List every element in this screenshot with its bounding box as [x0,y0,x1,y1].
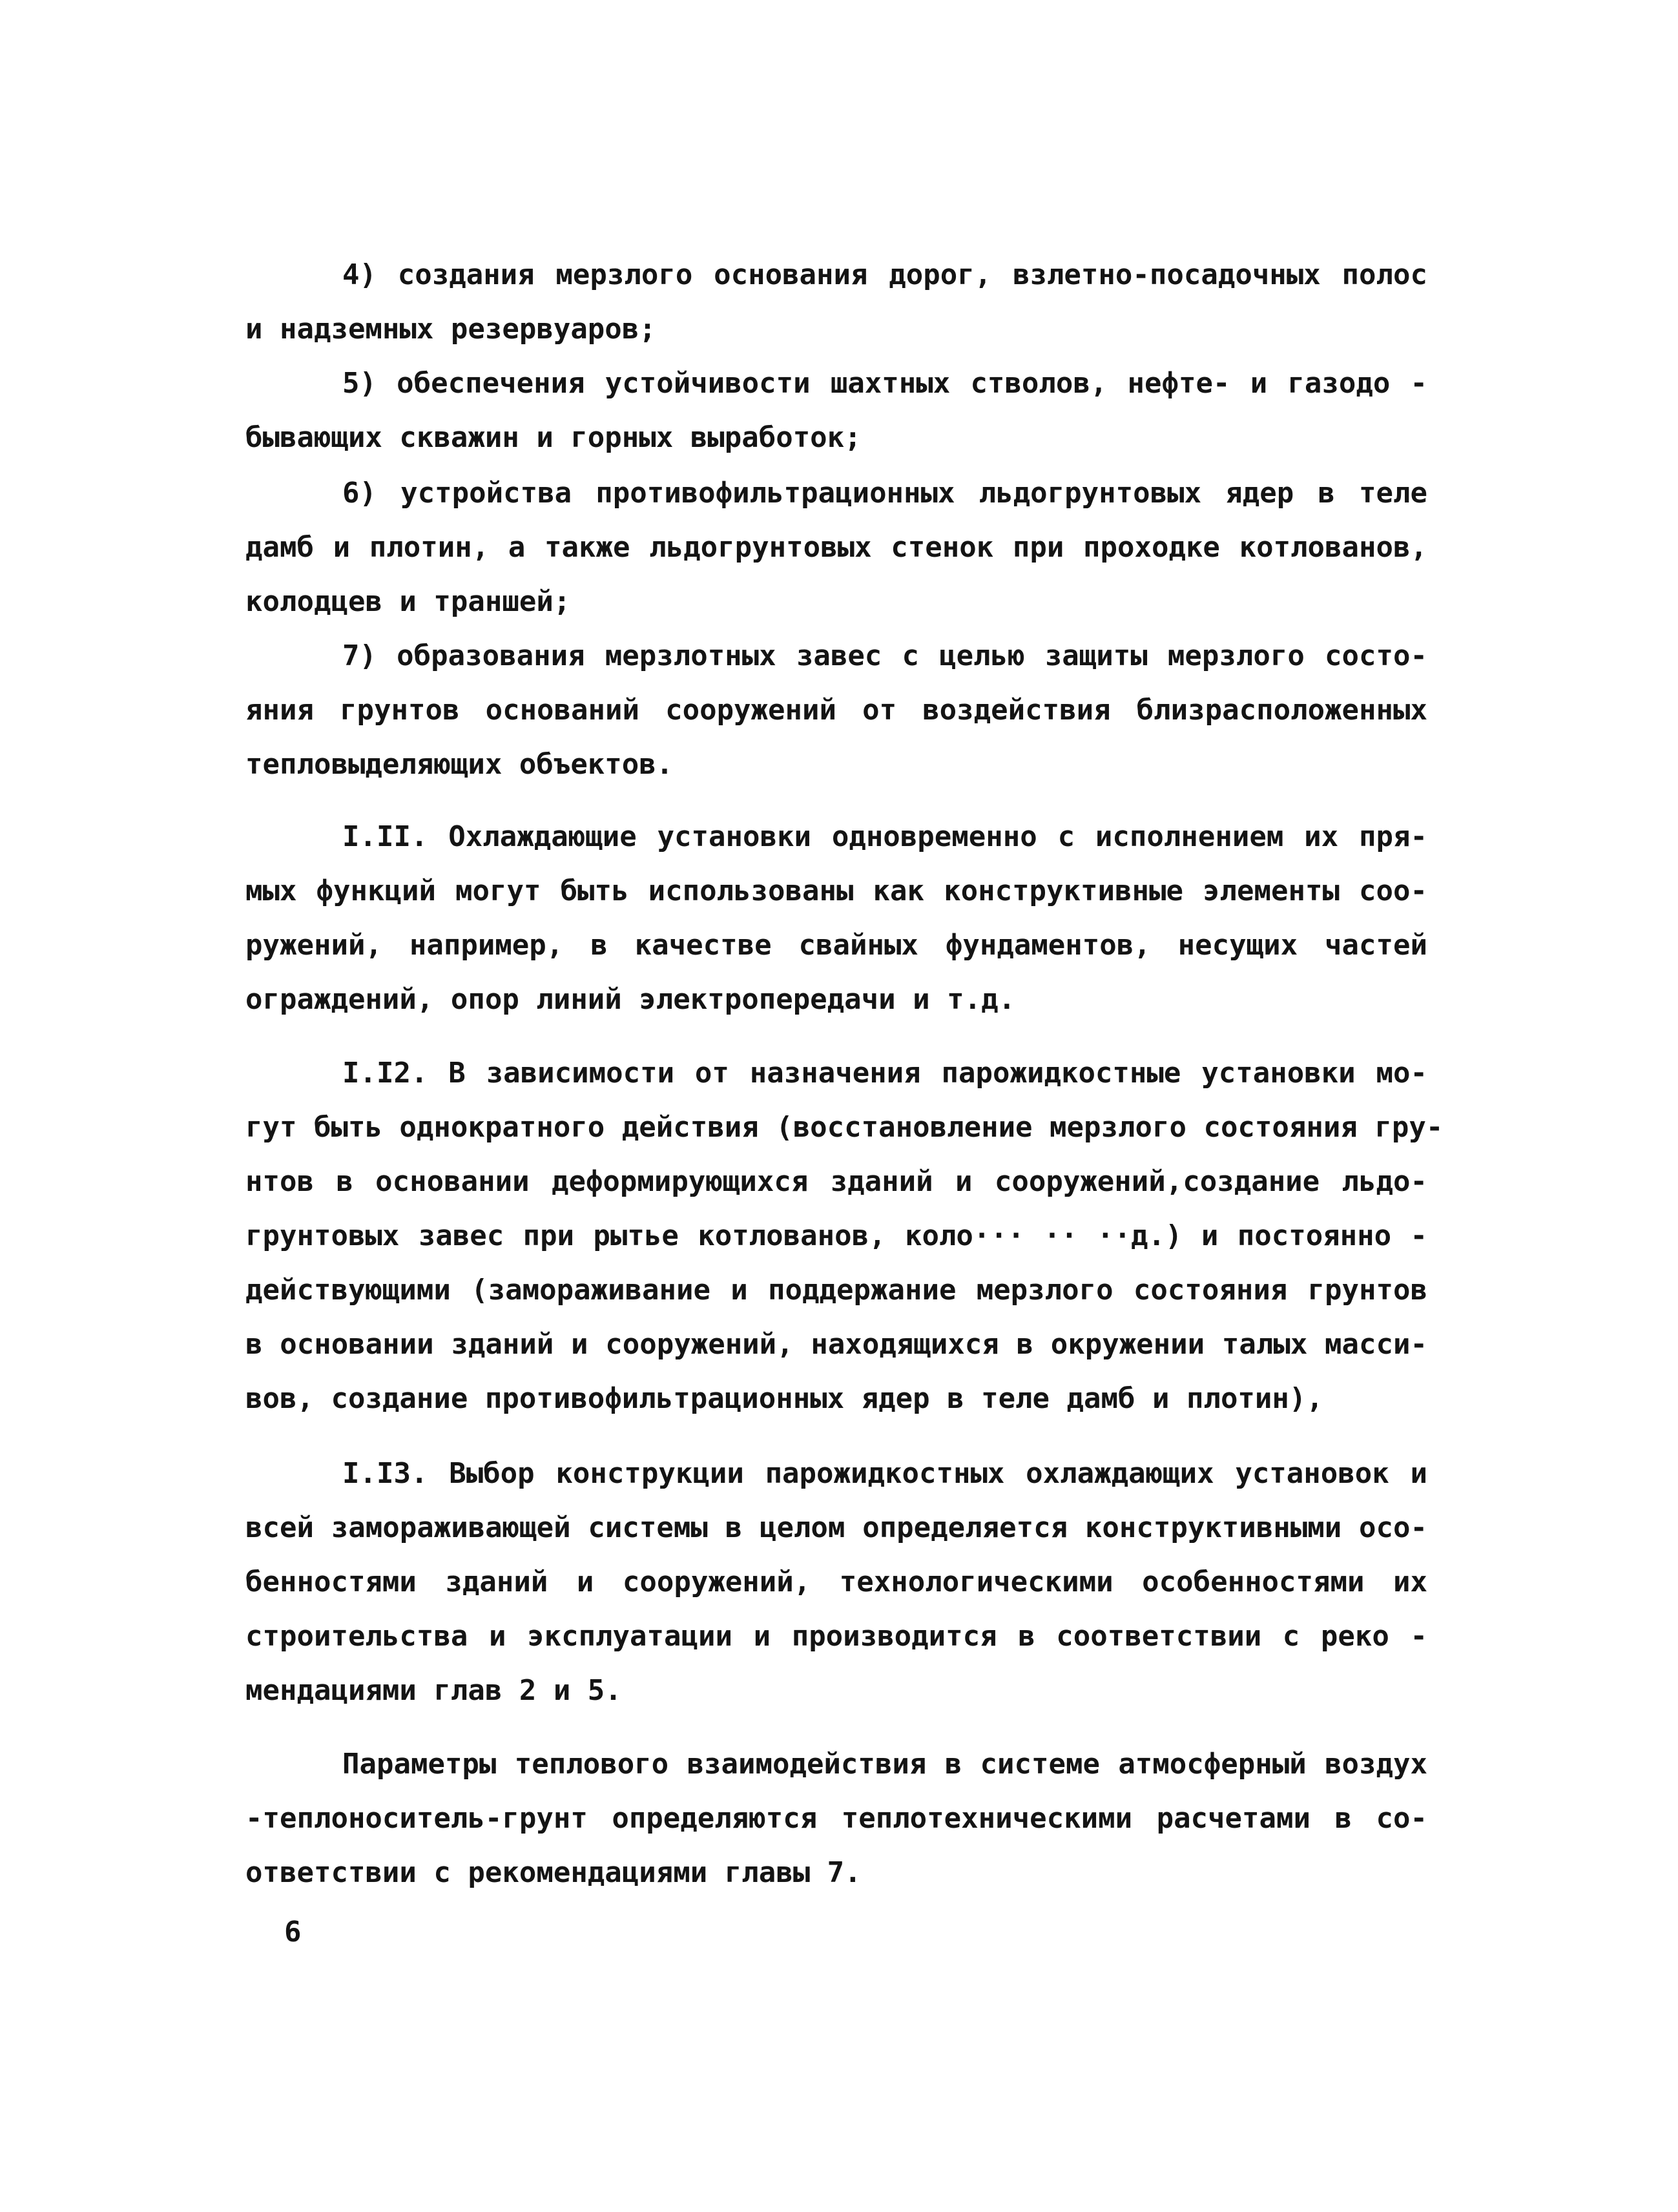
text-line: и надземных резервуаров; [245,313,656,346]
text-line: -теплоноситель-грунт определяются теплотехническими расчетами в со- [245,1802,1427,1835]
section-paragraph-line: I.II. Охлаждающие установки одновременно с исполнением их пря- [342,820,1427,853]
section-paragraph-line: I.I3. Выбор конструкции парожидкостных охлаждающих установок и [342,1457,1427,1490]
text-line: нтов в основании деформирующихся зданий и сооружений,создание льдо- [245,1165,1427,1198]
text-line: бывающих скважин и горных выработок; [245,421,862,454]
text-line: 7) образования мерзлотных завес с целью защиты мерзлого состо- [342,639,1427,672]
text-line: строительства и эксплуатации и производится в соответствии с реко - [245,1620,1427,1653]
text-line: ответствии с рекомендациями главы 7. [245,1856,862,1889]
text-line: 5) обеспечения устойчивости шахтных стволов, нефте- и газодо - [342,367,1427,400]
text-line: мендациями глав 2 и 5. [245,1674,622,1707]
text-line: вов, создание противофильтрационных ядер в теле дамб и плотин), [245,1382,1323,1415]
page-number: 6 [284,1916,302,1948]
text-line: 6) устройства противофильтрационных льдогрунтовых ядер в теле [342,477,1427,510]
text-line: 4) создания мерзлого основания дорог, взлетно-посадочных полос [342,258,1427,291]
text-line: колодцев и траншей; [245,585,571,618]
text-line: бенностями зданий и сооружений, технологическими особенностями их [245,1566,1427,1598]
text-line: яния грунтов оснований сооружений от воздействия близрасположенных [245,694,1427,727]
text-line: грунтовых завес при рытье котлованов, коло··· ·· ··д.) и постоянно - [245,1219,1427,1252]
text-line: дамб и плотин, а также льдогрунтовых стенок при проходке котлованов, [245,531,1427,564]
text-line: мых функций могут быть использованы как конструктивные элементы соо- [245,874,1427,907]
text-line: в основании зданий и сооружений, находящихся в окружении талых масси- [245,1328,1427,1361]
text-line: гут быть однократного действия (восстановление мерзлого состояния гру- [245,1111,1444,1144]
text-line: ружений, например, в качестве свайных фундаментов, несущих частей [245,929,1427,962]
text-line: всей замораживающей системы в целом определяется конструктивными осо- [245,1511,1427,1544]
text-line: тепловыделяющих объектов. [245,748,674,781]
text-line: ограждений, опор линий электропередачи и т.д. [245,983,1016,1016]
text-line: Параметры теплового взаимодействия в системе атмосферный воздух [342,1748,1427,1781]
section-paragraph-line: I.I2. В зависимости от назначения парожидкостные установки мо- [342,1057,1427,1090]
text-line: действующими (замораживание и поддержание мерзлого состояния грунтов [245,1274,1427,1307]
